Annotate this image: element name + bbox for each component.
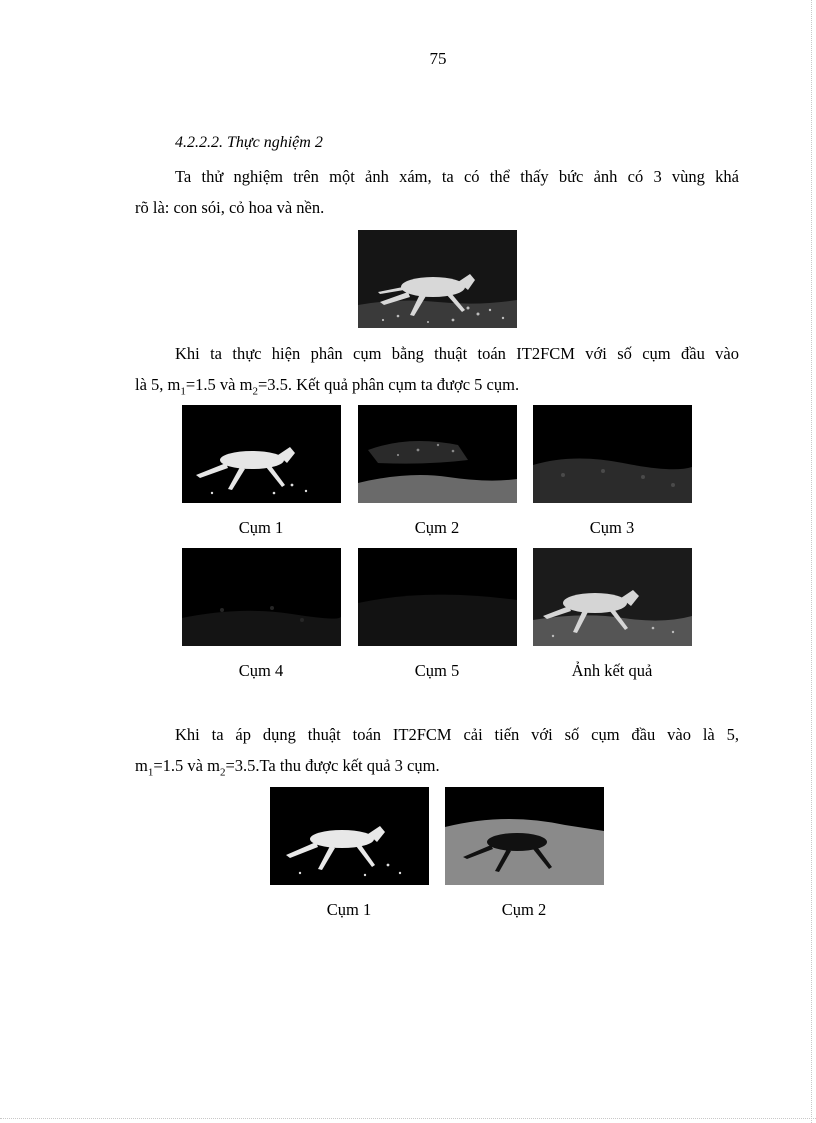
cluster-1-image <box>182 405 341 503</box>
paragraph-clustering <box>135 338 739 407</box>
improved-cluster-1-graphic <box>270 787 429 885</box>
paragraph-line: rõ là: con sói, cỏ hoa và nền. <box>135 198 325 217</box>
original-wolf-image <box>358 230 517 328</box>
cluster-3-graphic <box>533 405 692 503</box>
page-number: 75 <box>429 49 447 68</box>
cluster-2-graphic <box>358 405 517 503</box>
improved-cluster-1-image <box>270 787 429 885</box>
cluster-4-image <box>182 548 341 646</box>
result-image <box>533 548 692 646</box>
paragraph-line: Ta thử nghiệm trên một ảnh xám, ta có thể thấy bức ảnh có 3 vùng khá <box>175 167 739 186</box>
caption-cluster-1: Cụm 1 <box>238 518 284 537</box>
paragraph-line: Khi ta thực hiện phân cụm bằng thuật toán IT2FCM với số cụm đầu vào <box>175 344 739 363</box>
cluster-1-graphic <box>182 405 341 503</box>
paragraph-line: Khi ta áp dụng thuật toán IT2FCM cải tiến với số cụm đầu vào là 5, <box>175 725 739 744</box>
page-right-border <box>811 0 812 1123</box>
paragraph-intro <box>135 161 739 223</box>
caption-improved-cluster-2: Cụm 2 <box>501 900 547 919</box>
result-image-graphic <box>533 548 692 646</box>
paragraph-line: là 5, $m_1=1.5$ và $m_2=3.5$. Kết quả phân cụm ta được 5 cụm. <box>135 375 520 398</box>
paragraph-improved <box>135 719 739 788</box>
caption-result: Ảnh kết quả <box>571 661 653 680</box>
caption-improved-cluster-1: Cụm 1 <box>326 900 372 919</box>
caption-cluster-3: Cụm 3 <box>589 518 635 537</box>
cluster-2-image <box>358 405 517 503</box>
caption-cluster-2: Cụm 2 <box>414 518 460 537</box>
cluster-5-image <box>358 548 517 646</box>
cluster-4-graphic <box>182 548 341 646</box>
caption-cluster-4: Cụm 4 <box>238 661 284 680</box>
paragraph-line: $m_1=1.5$ và $m_2=3.5.Ta$ thu được kết quả 3 cụm. <box>135 756 440 779</box>
cluster-3-image <box>533 405 692 503</box>
caption-cluster-5: Cụm 5 <box>414 661 460 680</box>
cluster-5-graphic <box>358 548 517 646</box>
wolf-image-graphic <box>358 230 517 328</box>
page-bottom-border <box>0 1118 816 1119</box>
improved-cluster-2-graphic <box>445 787 604 885</box>
section-heading: 4.2.2.2. Thực nghiệm 2 <box>175 134 323 151</box>
improved-cluster-2-image <box>445 787 604 885</box>
